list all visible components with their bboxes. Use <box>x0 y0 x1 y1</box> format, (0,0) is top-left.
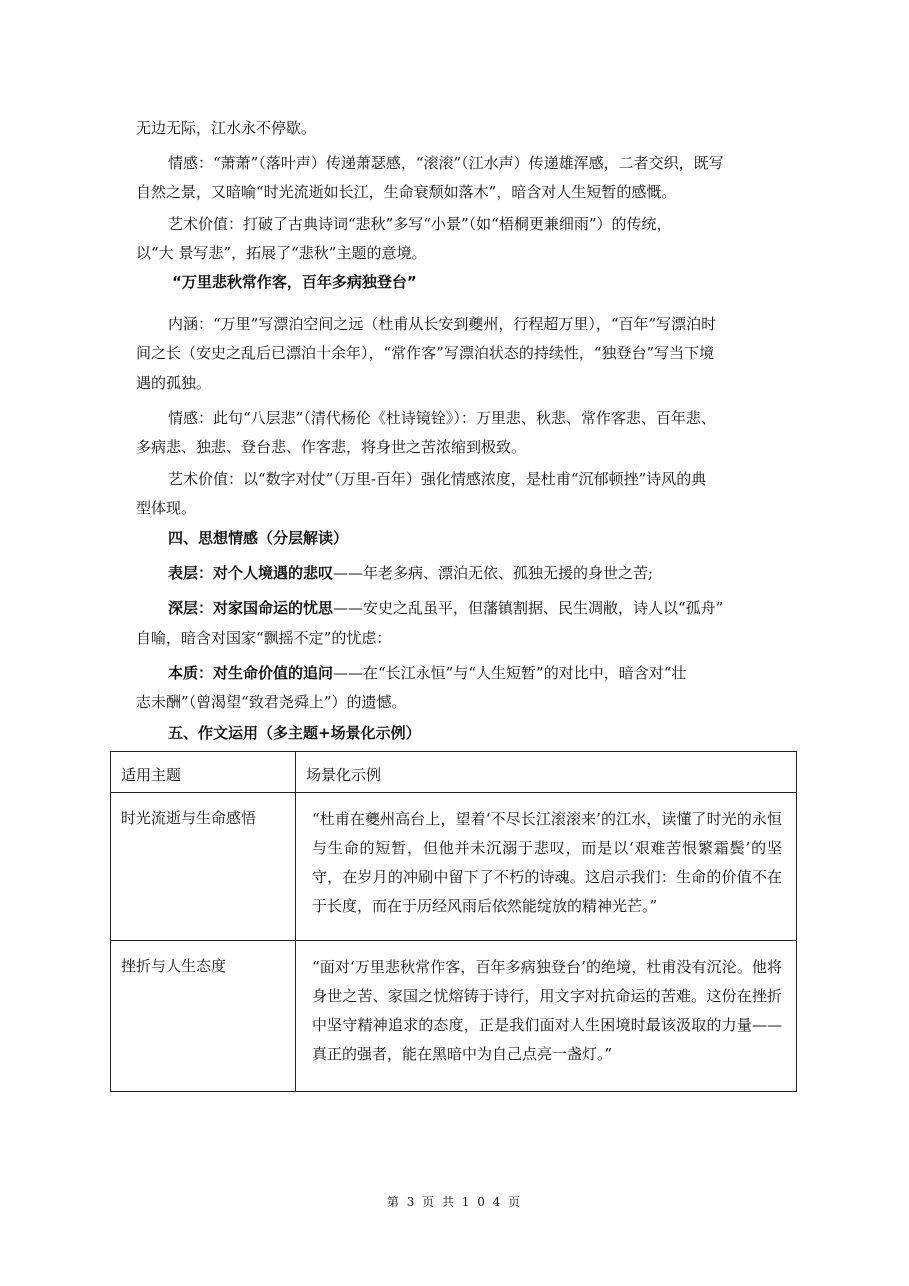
example-cell: “杜甫在夔州高台上，望着‘不尽长江滚滚来’的江水，读懂了时光的永恒与生命的短暂，但他并未沉溺于悲叹，而是以‘艰难苦恨繁霜鬓’的坚守，在岁月的冲刷中留下了不朽的诗魂。这启示我们：生命的价值不在于长度，而在于历经风雨后依然能绽放的精神光芒。” <box>296 793 797 941</box>
paragraph-line: 艺术价值：打破了古典诗词“悲秋”多写“小景”（如“梧桐更兼细雨”）的传统， <box>168 215 672 233</box>
paragraph-text: ——安史之乱虽平，但藩镇割据、民生凋敝，诗人以“孤舟” <box>333 599 724 617</box>
paragraph-line <box>168 598 723 618</box>
paragraph-line: 无边无际，江水永不停歇。 <box>136 119 317 137</box>
paragraph-line: 遇的孤独。 <box>136 374 212 392</box>
paragraph-line: 内涵：“万里”写漂泊空间之远（杜甫从长安到夔州，行程超万里），“百年”写漂泊时 <box>168 315 717 333</box>
section-heading: 五、作文运用（多主题+场景化示例） <box>168 724 421 742</box>
paragraph-line: 志未酬”（曾渴望“致君尧舜上”）的遗憾。 <box>136 693 407 711</box>
page-number-footer: 第 3 页 共 1 0 4 页 <box>386 1195 523 1209</box>
paragraph-lead: 本质：对生命价值的追问 <box>168 664 334 682</box>
table-header-cell: 适用主题 <box>111 752 296 793</box>
paragraph-text: ——在“长江永恒”与“人生短暂”的对比中，暗含对“壮 <box>333 664 687 682</box>
paragraph-line: 情感：此句“八层悲”（清代杨伦《杜诗镜铨》）：万里悲、秋悲、常作客悲、百年悲、 <box>168 409 716 427</box>
paragraph-line: 自然之景，又暗喻“时光流逝如长江，生命衰颓如落木”，暗含对人生短暂的感慨。 <box>136 183 677 201</box>
section-heading: 四、思想情感（分层解读） <box>168 529 349 547</box>
paragraph-line: 型体现。 <box>136 499 197 517</box>
table-header-cell: 场景化示例 <box>296 752 797 793</box>
paragraph-text: ——年老多病、漂泊无依、孤独无援的身世之苦; <box>333 564 654 582</box>
section-subheading: “万里悲秋常作客，百年多病独登台” <box>172 273 417 291</box>
application-table <box>110 751 797 1092</box>
paragraph-lead: 深层：对家国命运的忧思 <box>168 599 334 617</box>
paragraph-lead: 表层：对个人境遇的悲叹 <box>168 564 334 582</box>
table-row <box>111 793 797 941</box>
table-row <box>111 941 797 1092</box>
paragraph-line: 多病悲、独悲、登台悲、作客悲，将身世之苦浓缩到极致。 <box>136 438 527 456</box>
paragraph-line <box>168 563 653 583</box>
paragraph-line: 间之长（安史之乱后已漂泊十余年），“常作客”写漂泊状态的持续性，“独登台”写当下境 <box>136 344 715 362</box>
theme-cell: 挫折与人生态度 <box>111 941 296 1092</box>
example-cell: “面对‘万里悲秋常作客，百年多病独登台’的绝境，杜甫没有沉沦。他将身世之苦、家国之忧熔铸于诗行，用文字对抗命运的苦难。这份在挫折中坚守精神追求的态度，正是我们面对人生困境时最该汲取的力量——真正的强者，能在黑暗中为自己点亮一盏灯。” <box>296 941 797 1092</box>
paragraph-line <box>168 663 686 683</box>
table-header-row <box>111 752 797 793</box>
paragraph-line: 情感：“萧萧”（落叶声）传递萧瑟感，“滚滚”（江水声）传递雄浑感，二者交织，既写 <box>168 154 724 172</box>
paragraph-line: 以“大 景写悲”，拓展了“悲秋”主题的意境。 <box>136 244 427 262</box>
theme-cell: 时光流逝与生命感悟 <box>111 793 296 941</box>
paragraph-line: 自喻，暗含对国家“飘摇不定”的忧虑： <box>136 629 392 647</box>
paragraph-line: 艺术价值：以“数字对仗”（万里-百年）强化情感浓度，是杜甫“沉郁顿挫”诗风的典 <box>168 470 707 488</box>
